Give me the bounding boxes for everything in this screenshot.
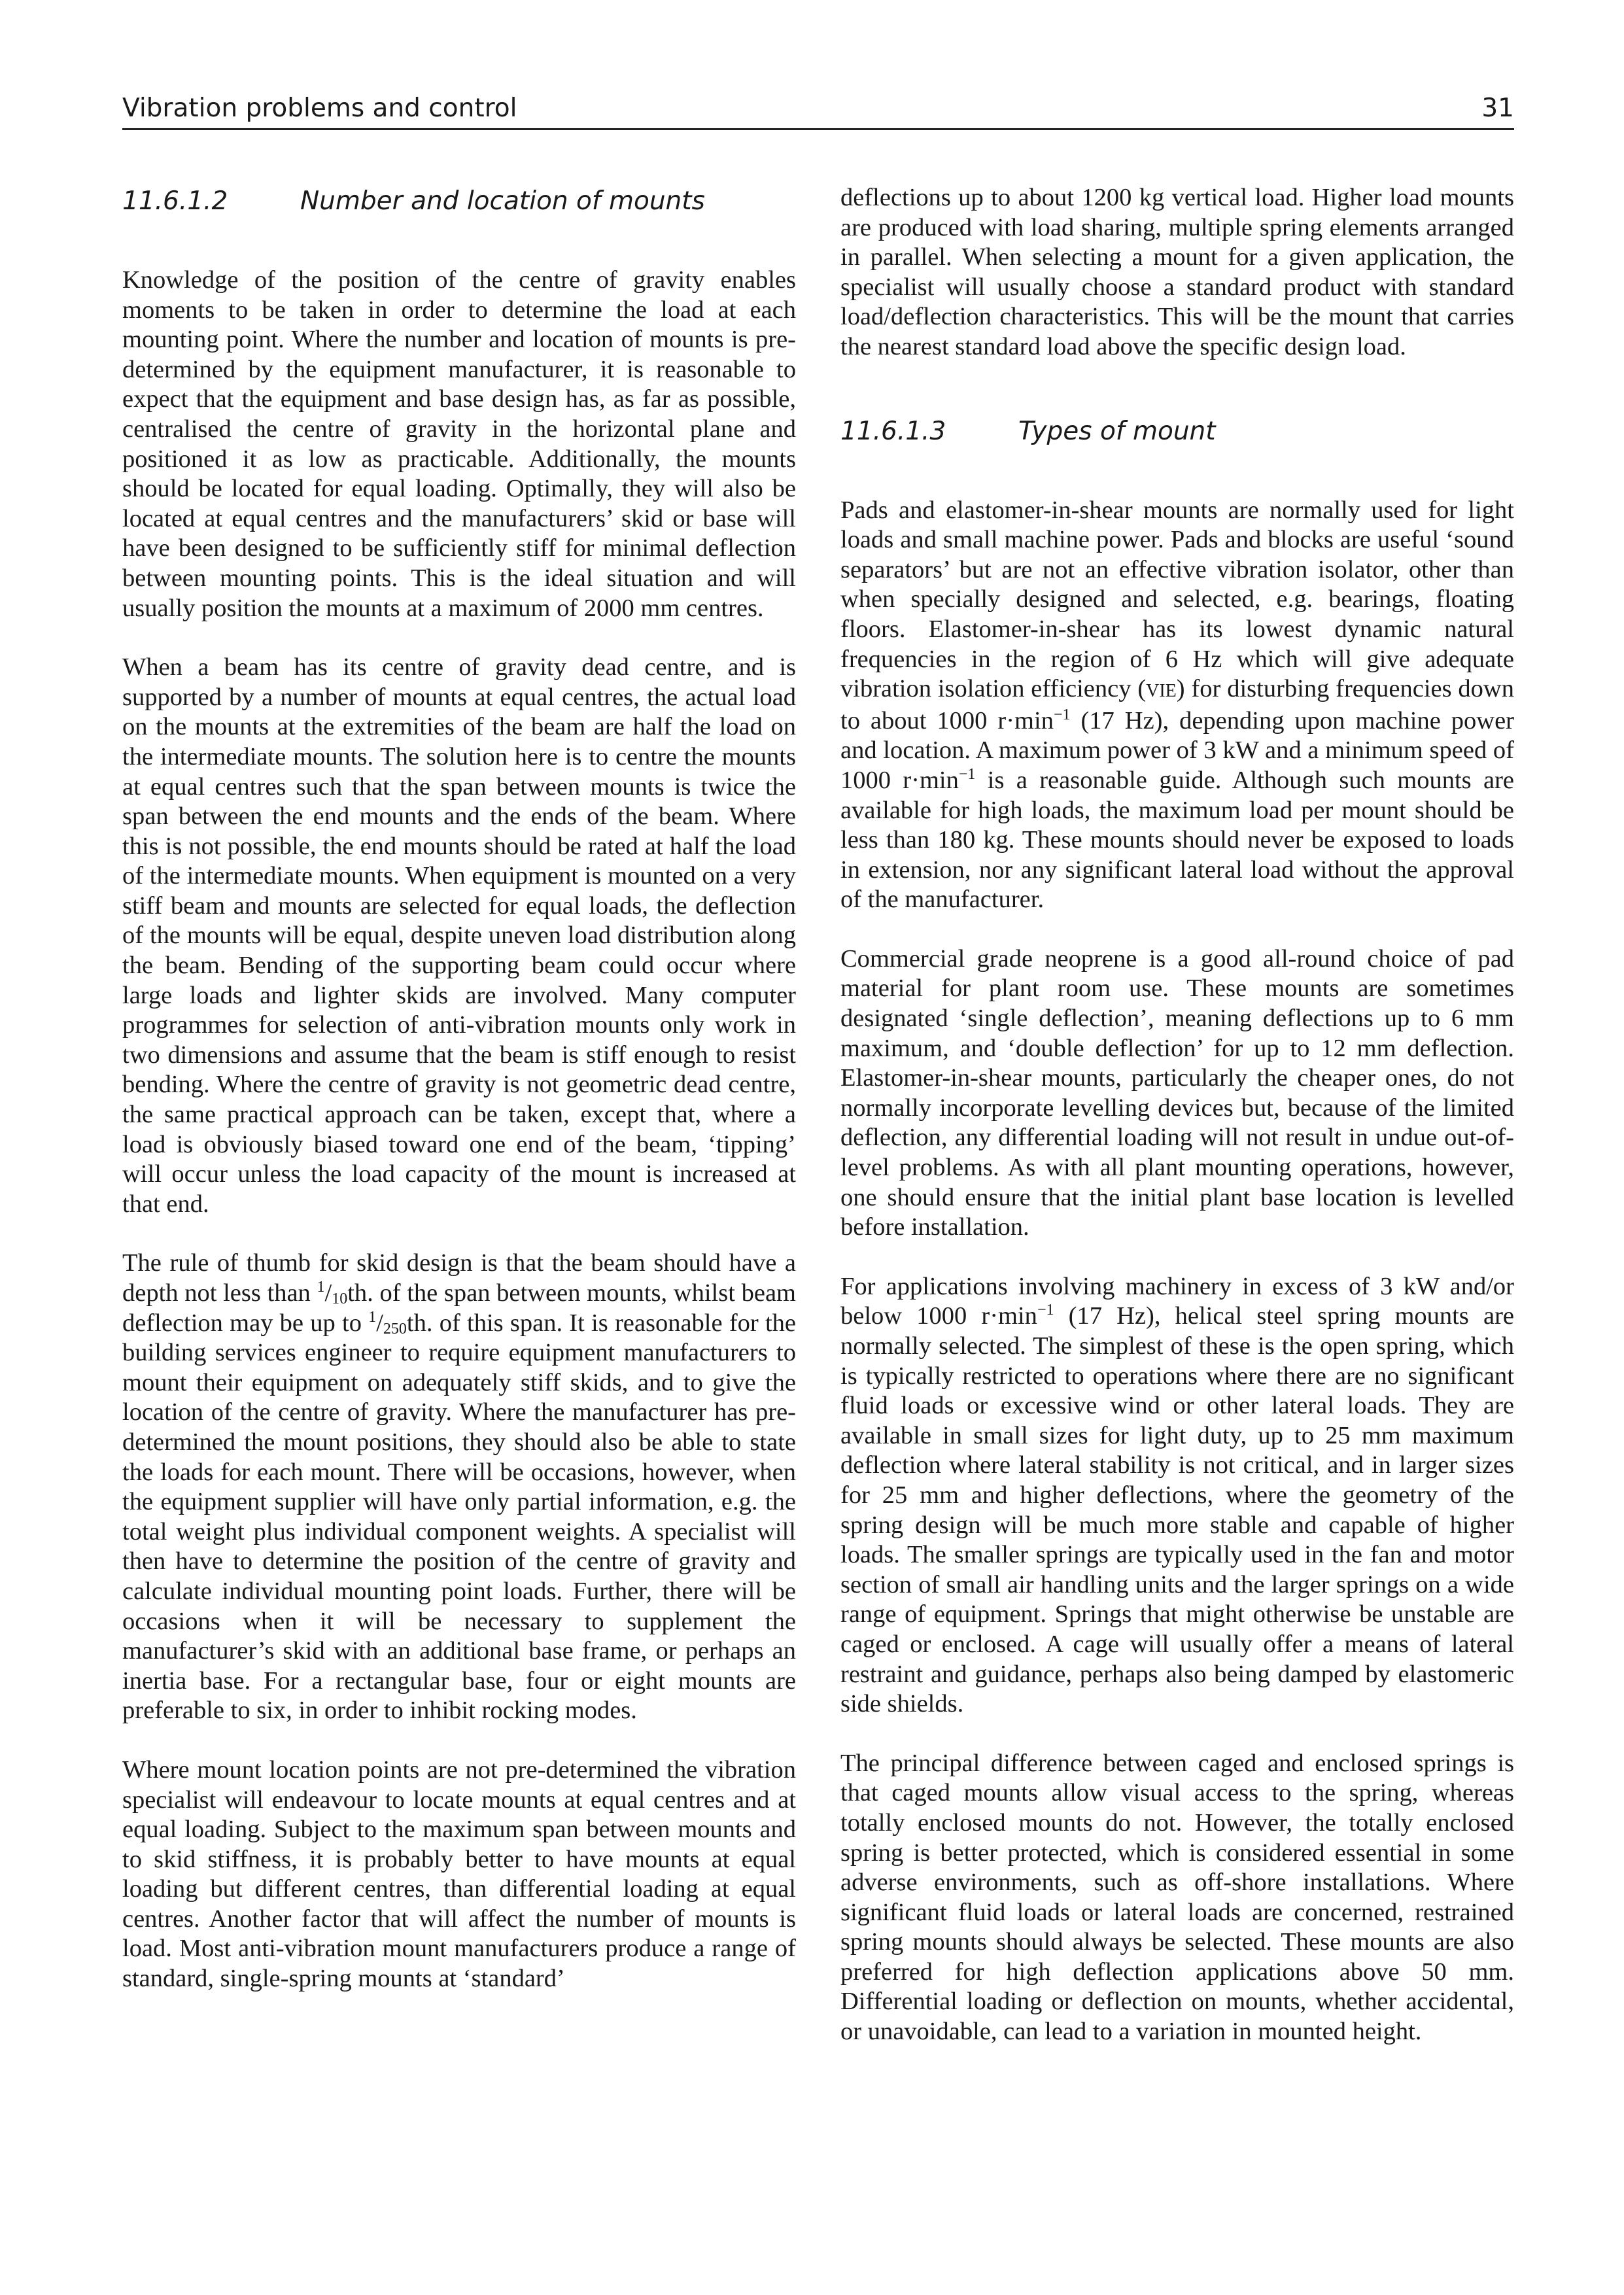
section-number: 11.6.1.3 [840, 416, 946, 446]
paragraph: deflections up to about 1200 kg vertical load. Higher load mounts are produced with load sharing, multiple spring elements arranged in parallel. When selecting a mount for a given application, the specialist will usually choose a standard product with standard load/deflection characteristics. This will be the mount that carries the nearest standard load above the specific design load. [840, 184, 1514, 360]
paragraph: Where mount location points are not pre-determined the vibration specialist will endeavour to locate mounts at equal centres and at equal loading. Subject to the maximum span between mounts and to skid stiffness, it is probably better to have mounts at equal loading but different centres, than differential loading at equal centres. Another factor that will affect the number of mounts is load. Most anti-vibration mount manufacturers produce a range of standard, single-spring mounts at ‘standard’ [122, 1755, 796, 1993]
left-column [122, 183, 796, 1994]
section-title: Number and location of mounts [300, 186, 705, 216]
running-title: Vibration problems and control [122, 94, 517, 123]
page-number: 31 [1481, 94, 1514, 123]
paragraph: Commercial grade neoprene is a good all-round choice of pad material for plant room use. These mounts are sometimes designated ‘single deflection’, meaning deflections up to 6 mm maximum, and ‘double deflection’ for up to 12 mm deflection. Elastomer-in-shear mounts, particularly the cheaper ones, do not normally incorporate levelling devices but, because of the limited deflection, any differential loading will not result in undue out-of-level problems. As with all plant mounting operations, however, one should ensure that the initial plant base location is levelled before installation. [840, 944, 1514, 1241]
paragraph: For applications involving machinery in excess of 3 kW and/or below 1000 $r\cdot\min^{-1}$ (17 Hz), helical steel spring mounts are normally selected. The simplest of these is the open spring, which is typically restricted to operations where there are no significant fluid loads or excessive wind or other lateral loads. They are available in small sizes for light duty, up to 25 mm maximum deflection where lateral stability is not critical, and in larger sizes for 25 mm and higher deflections, where the geometry of the spring design will be much more stable and capable of higher loads. The smaller springs are typically used in the fan and motor section of small air handling units and the larger springs on a wide range of equipment. Springs that might otherwise be unstable are caged or enclosed. A cage will usually offer a means of lateral restraint and guidance, perhaps also being damped by elastomeric side shields. [840, 1272, 1515, 1718]
section-number: 11.6.1.2 [122, 186, 228, 216]
paragraph: The principal difference between caged and enclosed springs is that caged mounts allow visual access to the spring, whereas totally enclosed mounts do not. However, the totally enclosed spring is better protected, which is considered essential in some adverse environments, such as off-shore installations. Where significant fluid loads or lateral loads are concerned, restrained spring mounts should always be selected. These mounts are also preferred for high deflection applications above 50 mm. Differential loading or deflection on mounts, whether accidental, or unavoidable, can lead to a variation in mounted height. [840, 1749, 1514, 2046]
paragraph: Knowledge of the position of the centre of gravity enables moments to be taken in order to determine the load at each mounting point. Where the number and location of mounts is pre-determined by the equipment manufacturer, it is reasonable to expect that the equipment and base design has, as far as possible, centralised the centre of gravity in the horizontal plane and positioned it as low as practicable. Additionally, the mounts should be located for equal loading. Optimally, they will also be located at equal centres and the manufacturers’ skid or base will have been designed to be sufficiently stiff for minimal deflection between mounting points. This is the ideal situation and will usually position the mounts at a maximum of 2000 mm centres. [122, 266, 796, 622]
section-heading-types-of-mount [840, 413, 1514, 450]
paragraph: Pads and elastomer-in-shear mounts are normally used for light loads and small machine power. Pads and blocks are useful ‘sound separators’ but are not an effective vibration isolator, other than when specially designed and selected, e.g. bearings, floating floors. Elastomer-in-shear has its lowest dynamic natural frequencies in the region of 6 Hz which will give adequate vibration isolation efficiency (VIE) for disturbing frequencies down to about 1000 $r\cdot\min^{-1}$ (17 Hz), depending upon machine power and location. A maximum power of 3 kW and a minimum speed of 1000 $r\cdot\min^{-1}$ is a reasonable guide. Although such mounts are available for high loads, the maximum load per mount should be less than 180 kg. These mounts should never be exposed to loads in extension, nor any significant lateral load without the approval of the manufacturer. [840, 496, 1514, 914]
section-heading-number-location [122, 183, 796, 220]
paragraph: When a beam has its centre of gravity dead centre, and is supported by a number of mounts at equal centres, the actual load on the mounts at the extremities of the beam are half the load on the intermediate mounts. The solution here is to centre the mounts at equal centres such that the span between mounts is twice the span between the end mounts and the ends of the beam. Where this is not possible, the end mounts should be rated at half the load of the intermediate mounts. When equipment is mounted on a very stiff beam and mounts are selected for equal loads, the deflection of the mounts will be equal, despite uneven load distribution along the beam. Bending of the supporting beam could occur where large loads and lighter skids are involved. Many computer programmes for selection of anti-vibration mounts only work in two dimensions and assume that the beam is stiff enough to resist bending. Where the centre of gravity is not geometric dead centre, the same practical approach can be taken, except that, where a load is obviously biased toward one end of the beam, ‘tipping’ will occur unless the load capacity of the mount is increased at that end. [122, 653, 796, 1218]
paragraph: The rule of thumb for skid design is that the beam should have a depth not less than $^1/_{10}th$. of the span between mounts, whilst beam deflection may be up to $^1/_{250}th$. of this span. It is reasonable for the building services engineer to require equipment manufacturers to mount their equipment on adequately stiff skids, and to give the location of the centre of gravity. Where the manufacturer has pre-determined the mount positions, they should also be able to state the loads for each mount. There will be occasions, however, when the equipment supplier will have only partial information, e.g. the total weight plus individual component weights. A specialist will then have to determine the position of the centre of gravity and calculate individual mounting point loads. Further, there will be occasions when it will be necessary to supplement the manufacturer’s skid with an additional base frame, or perhaps an inertia base. For a rectangular base, four or eight mounts are preferable to six, in order to inhibit rocking modes. [122, 1249, 796, 1725]
running-header [122, 92, 1514, 130]
right-column [840, 183, 1514, 2047]
section-title: Types of mount [1018, 416, 1216, 446]
